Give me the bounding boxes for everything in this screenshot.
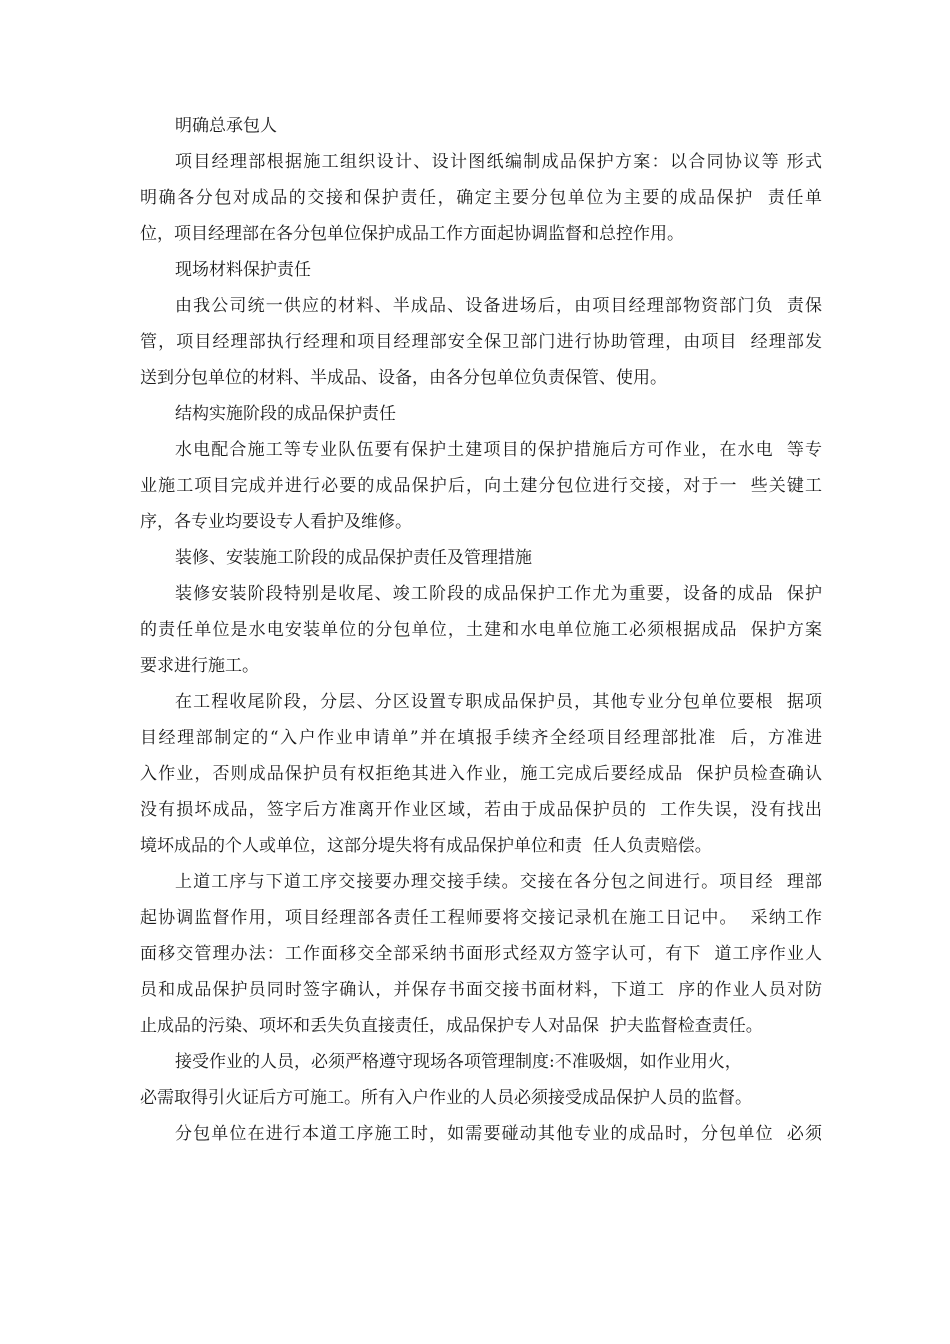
paragraph-line: 明确各分包对成品的交接和保护责任，确定主要分包单位为主要的成品保护 责任单 — [140, 188, 822, 208]
paragraph-line: 接受作业的人员，必须严格遵守现场各项管理制度:不准吸烟，如作业用火， — [175, 1052, 742, 1072]
paragraph — [140, 1044, 822, 1116]
paragraph-line: 没有损坏成品，签字后方准离开作业区域，若由于成品保护员的 工作失误，没有找出 — [140, 800, 822, 820]
paragraph-line: 入作业，否则成品保护员有权拒绝其进入作业，施工完成后要经成品 保护员检查确认 — [140, 764, 822, 784]
paragraph — [140, 576, 822, 684]
paragraph-line: 面移交管理办法：工作面移交全部采纳书面形式经双方签字认可，有下 道工序作业人 — [140, 944, 822, 964]
paragraph — [140, 432, 822, 540]
section-heading: 装修、安装施工阶段的成品保护责任及管理措施 — [175, 548, 532, 568]
paragraph — [140, 864, 822, 1044]
paragraph-line: 水电配合施工等专业队伍要有保护土建项目的保护措施后方可作业，在水电 等专 — [175, 440, 822, 460]
paragraph-line: 送到分包单位的材料、半成品、设备，由各分包单位负责保管、使用。 — [140, 368, 667, 388]
paragraph-line: 员和成品保护员同时签字确认，并保存书面交接书面材料，下道工 序的作业人员对防 — [140, 980, 822, 1000]
paragraph-line: 管，项目经理部执行经理和项目经理部安全保卫部门进行协助管理，由项目 经理部发 — [140, 332, 822, 352]
paragraph-line: 装修安装阶段特别是收尾、竣工阶段的成品保护工作尤为重要，设备的成品 保护 — [175, 584, 822, 604]
paragraph-line: 位，项目经理部在各分包单位保护成品工作方面起协调监督和总控作用。 — [140, 224, 684, 244]
paragraph — [140, 144, 822, 252]
paragraph — [140, 684, 822, 864]
paragraph-line: 序，各专业均要设专人看护及维修。 — [140, 512, 412, 532]
document-page — [140, 108, 822, 1152]
paragraph — [140, 1116, 822, 1152]
paragraph-line: 的责任单位是水电安装单位的分包单位，土建和水电单位施工必须根据成品 保护方案 — [140, 620, 822, 640]
paragraph-line: 分包单位在进行本道工序施工时，如需要碰动其他专业的成品时，分包单位 必须 — [175, 1124, 822, 1144]
paragraph-line: 业施工项目完成并进行必要的成品保护后，向土建分包位进行交接，对于一 些关键工 — [140, 476, 822, 496]
paragraph-line: 在工程收尾阶段，分层、分区设置专职成品保护员，其他专业分包单位要根 据项 — [175, 692, 822, 712]
section-heading: 明确总承包人 — [175, 116, 277, 136]
paragraph-line: 项目经理部根据施工组织设计、设计图纸编制成品保护方案：以合同协议等 形式 — [175, 152, 822, 172]
paragraph-line: 必需取得引火证后方可施工。所有入户作业的人员必须接受成品保护人员的监督。 — [140, 1088, 752, 1108]
paragraph-line: 境坏成品的个人或单位，这部分堤失将有成品保护单位和责 任人负责赔偿。 — [140, 836, 712, 856]
section-heading: 结构实施阶段的成品保护责任 — [175, 404, 396, 424]
paragraph — [140, 288, 822, 396]
paragraph-line: 上道工序与下道工序交接要办理交接手续。交接在各分包之间进行。项目经 理部 — [175, 872, 822, 892]
paragraph-line: 要求进行施工。 — [140, 656, 259, 676]
paragraph-line: 目经理部制定的“入户作业申请单”并在填报手续齐全经项目经理部批准 后，方准进 — [140, 728, 822, 748]
paragraph-line: 由我公司统一供应的材料、半成品、设备进场后，由项目经理部物资部门负 责保 — [175, 296, 822, 316]
section-heading: 现场材料保护责任 — [175, 260, 311, 280]
paragraph-line: 起协调监督作用，项目经理部各责任工程师要将交接记录机在施工日记中。 采纳工作 — [140, 908, 822, 928]
paragraph-line: 止成品的污染、项坏和丢失负直接责任，成品保护专人对品保 护夫监督检查责任。 — [140, 1016, 763, 1036]
